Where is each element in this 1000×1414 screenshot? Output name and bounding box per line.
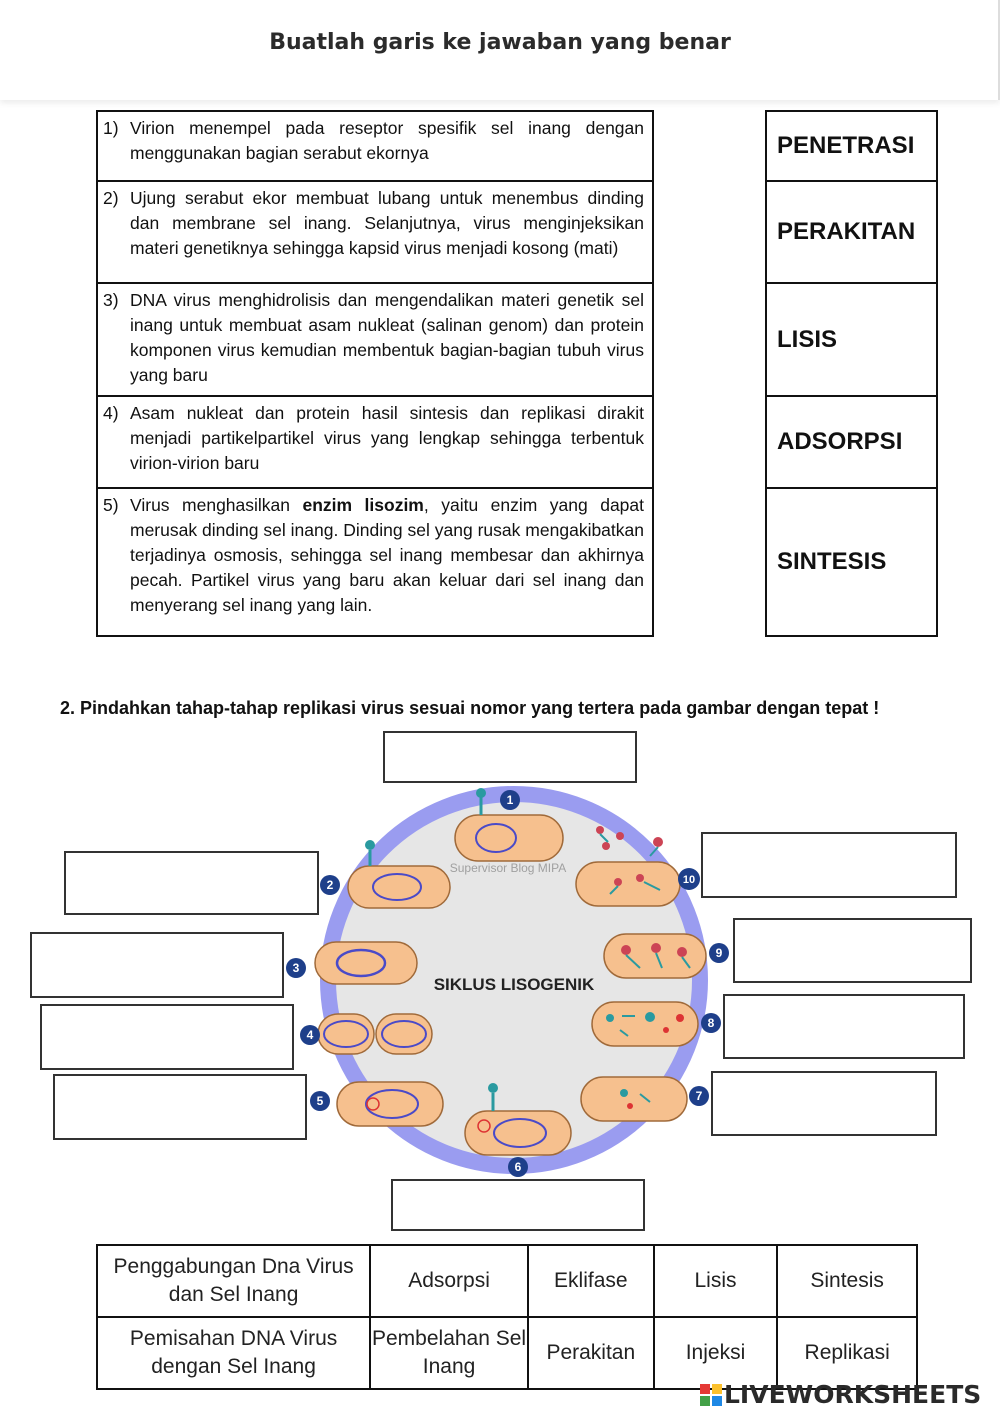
- statement-text: Virus menghasilkan enzim lisozim, yaitu enzim yang dapat merusak dinding sel inang. Dinding sel yang rusak mengakibatkan terjadinya osmosis, sehingga sel inang membesar dan akhirnya pecah. Partikel virus yang baru akan keluar dari sel inang dan menyerang sel inang yang lain.: [130, 495, 645, 615]
- drop-box-1[interactable]: [383, 731, 637, 783]
- cell-step-8: [592, 1002, 698, 1046]
- word-pemisahan[interactable]: Pemisahan DNA Virus dengan Sel Inang: [97, 1317, 370, 1389]
- page-title: Buatlah garis ke jawaban yang benar: [269, 30, 731, 55]
- liveworksheets-logo: [700, 1376, 1000, 1412]
- word-bank-table: [96, 1244, 918, 1390]
- word-perakitan[interactable]: Perakitan: [528, 1317, 654, 1389]
- answer-sintesis[interactable]: SINTESIS: [765, 489, 938, 637]
- step-number-4: 4: [306, 1028, 314, 1042]
- statement-row: [96, 182, 654, 284]
- cell-step-9: [604, 934, 706, 978]
- statement-row: [96, 110, 654, 182]
- statement-text: DNA virus menghidrolisis dan mengendalikan materi genetik sel inang untuk membuat asam nukleat (salinan genom) dan protein komponen virus kemudian membentuk bagian-bagian tubuh virus yang baru: [130, 290, 644, 385]
- step-number-6: 6: [514, 1160, 522, 1174]
- statement-text: Asam nukleat dan protein hasil sintesis dan replikasi dirakit menjadi partikelpartikel virus yang lengkap sehingga terbentuk virion-virion baru: [130, 403, 644, 473]
- cell-step-7: [581, 1077, 687, 1121]
- step-number-9: 9: [715, 946, 723, 960]
- step-number-7: 7: [695, 1089, 703, 1103]
- statement-number: 2): [103, 188, 119, 208]
- drop-box-9[interactable]: [733, 918, 972, 983]
- statement-text: Virion menempel pada reseptor spesifik sel inang dengan menggunakan bagian serabut ekornya: [130, 118, 644, 163]
- word-eklifase[interactable]: Eklifase: [528, 1245, 654, 1317]
- step-number-8: 8: [707, 1016, 715, 1030]
- step-number-10: 10: [682, 874, 696, 886]
- lysogenic-cycle-diagram: [292, 780, 730, 1180]
- statement-number: 3): [103, 290, 119, 310]
- statement-number: 5): [103, 495, 119, 515]
- word-penggabungan[interactable]: Penggabungan Dna Virus dan Sel Inang: [97, 1245, 370, 1317]
- answer-penetrasi[interactable]: PENETRASI: [765, 110, 938, 182]
- word-injeksi[interactable]: Injeksi: [654, 1317, 778, 1389]
- statement-row: [96, 489, 654, 637]
- statement-number: 1): [103, 118, 119, 138]
- question-2-title: 2. Pindahkan tahap-tahap replikasi virus sesuai nomor yang tertera pada gambar dengan tepat !: [60, 698, 880, 718]
- drop-box-3[interactable]: [30, 932, 284, 998]
- step-number-1: 1: [506, 793, 514, 807]
- step-number-5: 5: [316, 1094, 324, 1108]
- drop-box-10[interactable]: [701, 832, 957, 898]
- brand-name: LIVEWORKSHEETS: [724, 1379, 982, 1409]
- statement-row: [96, 397, 654, 489]
- step-number-3: 3: [292, 961, 300, 975]
- statement-row: [96, 284, 654, 397]
- drop-box-6[interactable]: [391, 1179, 645, 1231]
- drop-box-5[interactable]: [53, 1074, 307, 1140]
- statement-text: Ujung serabut ekor membuat lubang untuk menembus dinding dan membrane sel inang. Selanjutnya, virus menginjeksikan materi genetiknya sehingga kapsid virus menjadi kosong (mati): [130, 188, 644, 258]
- word-pembelahan[interactable]: Pembelahan Sel Inang: [370, 1317, 528, 1389]
- word-adsorpsi[interactable]: Adsorpsi: [370, 1245, 528, 1317]
- step-number-2: 2: [326, 878, 334, 892]
- drop-box-2[interactable]: [64, 851, 319, 915]
- cell-step-5: [337, 1082, 443, 1126]
- answer-adsorpsi[interactable]: ADSORPSI: [765, 397, 938, 489]
- word-replikasi[interactable]: Replikasi: [777, 1317, 917, 1389]
- answers-column: [765, 110, 938, 637]
- drop-box-4[interactable]: [40, 1004, 294, 1070]
- cell-step-3: [315, 942, 417, 984]
- answer-perakitan[interactable]: PERAKITAN: [765, 182, 938, 284]
- diagram-label: SIKLUS LISOGENIK: [433, 975, 595, 994]
- word-sintesis[interactable]: Sintesis: [777, 1245, 917, 1317]
- watermark-text: Supervisor Blog MIPA: [449, 861, 567, 875]
- word-lisis[interactable]: Lisis: [654, 1245, 778, 1317]
- statements-table: [96, 110, 654, 637]
- statement-number: 4): [103, 403, 119, 423]
- drop-box-7[interactable]: [711, 1071, 937, 1136]
- bold-term: enzim lisozim: [302, 495, 424, 515]
- answer-lisis[interactable]: LISIS: [765, 284, 938, 397]
- liveworksheets-logo-icon: [700, 1383, 722, 1405]
- page-header: [0, 0, 1000, 100]
- drop-box-8[interactable]: [723, 994, 965, 1059]
